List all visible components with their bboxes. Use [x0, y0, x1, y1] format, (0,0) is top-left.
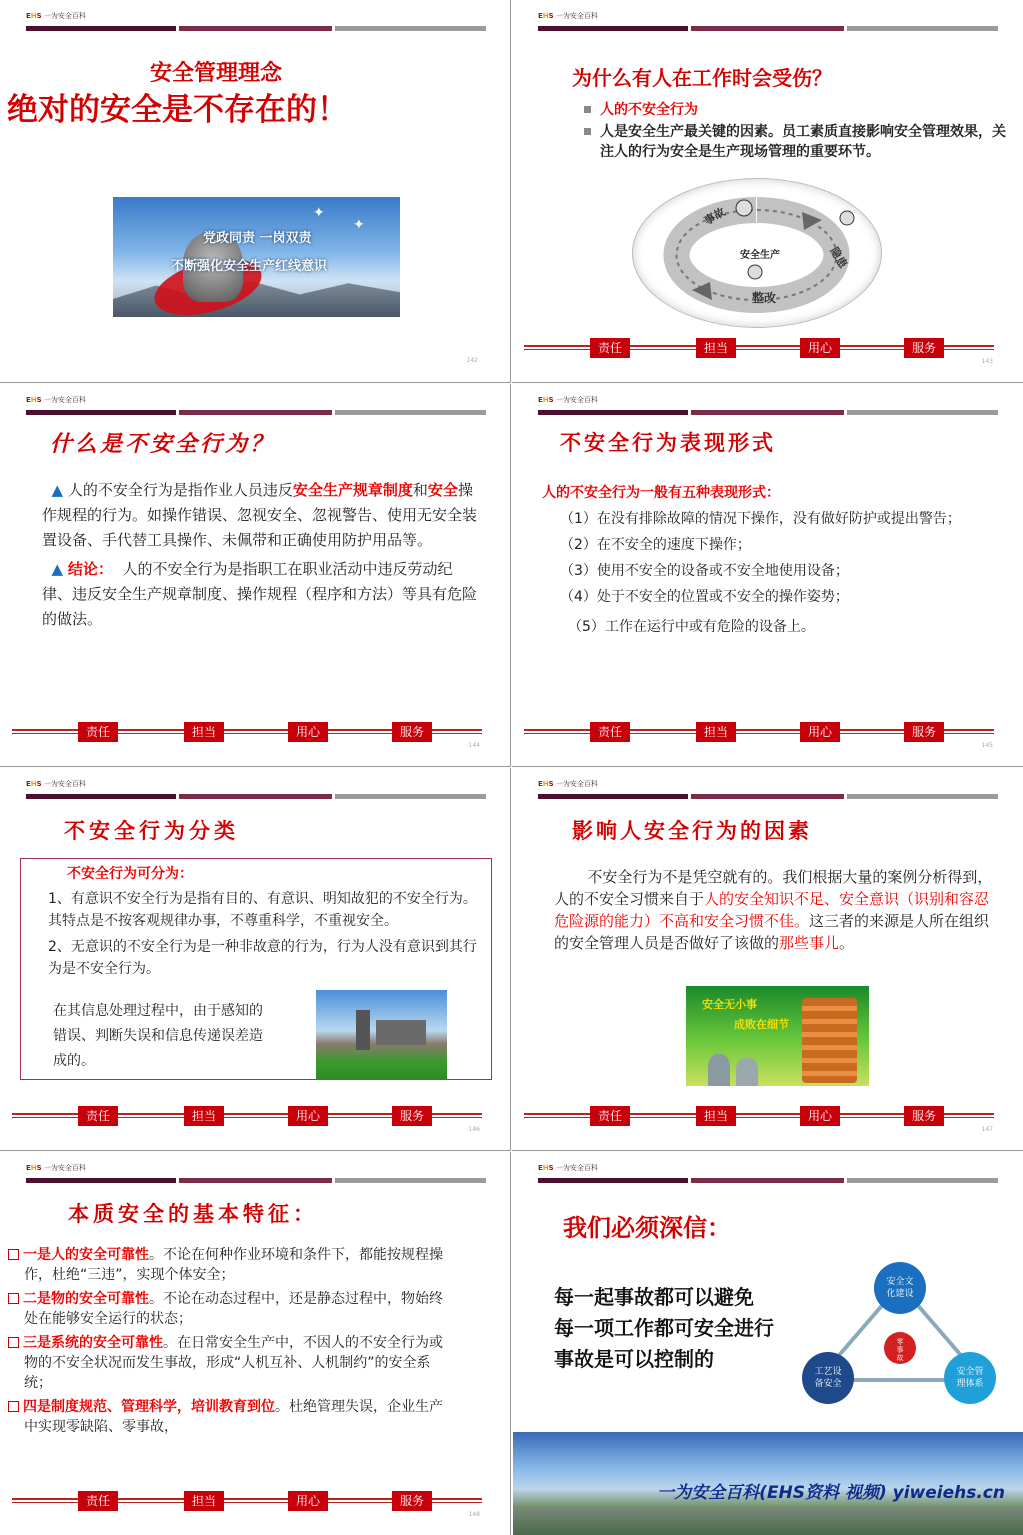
footer-bar	[12, 1104, 482, 1128]
footer-bar	[524, 336, 994, 360]
diagram-node-management	[944, 1352, 996, 1404]
footer-tag: 责任	[78, 1491, 118, 1511]
page-number: 148	[468, 1511, 480, 1518]
slide-143[interactable]	[512, 0, 1023, 383]
triangle-bullet-icon: ▲	[51, 481, 64, 499]
poster-caption-2: 成败在细节	[734, 1018, 789, 1031]
footer-tag: 责任	[78, 722, 118, 742]
footer-tag: 担当	[184, 722, 224, 742]
svg-text:零: 零	[896, 1338, 904, 1346]
brand-logo: EHS 一为安全百科	[538, 1164, 598, 1172]
brand-logo: EHS 一为安全百科	[538, 12, 598, 20]
slide-title: 为什么有人在工作时会受伤？	[572, 66, 832, 90]
slide-148-title: 本质安全的基本特征：	[68, 1201, 318, 1226]
page-number: 142	[466, 357, 478, 364]
slide-146-title: 不安全行为分类	[64, 818, 239, 843]
belief-line: 每一起事故都可以避免	[554, 1285, 754, 1309]
brand-logo: EHS 一为安全百科	[26, 780, 86, 788]
belief-lines	[554, 1282, 774, 1375]
site-banner-image	[513, 1432, 1023, 1535]
cycle-label-accident: 事故	[702, 205, 728, 228]
conclusion-paragraph: ▲ 结论： 人的不安全行为是指职工在职业活动中违反劳动纪律、违反安全生产规章制度、操作规程（程序和方法）等具有危险的做法。	[42, 560, 478, 628]
image-caption-2: 不断强化安全生产红线意识	[171, 259, 328, 274]
forms-item: （1）在没有排除故障的情况下操作，没有做好防护或提出警告；	[560, 511, 961, 527]
svg-text:理体系: 理体系	[956, 1379, 984, 1389]
triangle-bullet-icon: ▲	[51, 560, 64, 578]
header-stripe	[538, 794, 998, 799]
checkbox-icon	[8, 1249, 19, 1260]
characteristic-item: 三是系统的安全可靠性。在日常安全生产中，不因人的不安全行为或物的不安全状况而发生事故，形成“人机互补、人机制约”的安全系统；	[8, 1333, 448, 1393]
footer-tag: 担当	[696, 1106, 736, 1126]
slide-144-body	[42, 478, 482, 632]
characteristic-item: 四是制度规范、管理科学，培训教育到位。杜绝管理失误，企业生产中实现零缺陷、零事故，	[8, 1397, 448, 1437]
bullet-item: 人的不安全行为	[584, 100, 1014, 120]
characteristic-item: 二是物的安全可靠性。不论在动态过程中，还是静态过程中，物始终处在能够安全运行的状态；	[8, 1289, 448, 1329]
belief-line: 每一项工作都可安全进行	[554, 1316, 774, 1340]
checkbox-icon	[8, 1401, 19, 1412]
cycle-label-center: 安全生产	[740, 250, 780, 261]
svg-text:安全管: 安全管	[956, 1367, 984, 1377]
slide-147-title: 影响人安全行为的因素	[572, 818, 812, 843]
characteristics-list	[8, 1245, 448, 1441]
footer-bar	[12, 340, 482, 364]
image-caption-1: 党政同责 一岗双责	[203, 231, 312, 246]
footer-tag: 用心	[800, 722, 840, 742]
page-number: 143	[981, 358, 993, 365]
footer-tag: 责任	[590, 338, 630, 358]
footer-tag: 用心	[288, 1491, 328, 1511]
svg-text:备安全: 备安全	[814, 1379, 842, 1389]
forms-heading: 人的不安全行为一般有五种表现形式：	[542, 485, 780, 501]
site-signature: 一为安全百科(EHS资料 视频) yiweiehs.cn	[657, 1483, 1005, 1503]
footer-tag: 服务	[392, 722, 432, 742]
footer-tag: 用心	[800, 338, 840, 358]
footer-tag: 担当	[184, 1106, 224, 1126]
slide-subtitle: 安全管理理念	[150, 60, 283, 86]
forms-item: （2）在不安全的速度下操作；	[560, 537, 751, 553]
svg-text:安全文: 安全文	[886, 1277, 914, 1287]
svg-text:事: 事	[896, 1346, 904, 1354]
footer-tag: 服务	[392, 1106, 432, 1126]
footer-tag: 服务	[392, 1491, 432, 1511]
footer-tag: 服务	[904, 722, 944, 742]
slide-title: 绝对的安全是不存在的！	[7, 92, 348, 128]
brand-logo: EHS 一为安全百科	[538, 396, 598, 404]
footer-bar	[524, 720, 994, 744]
footer-bar	[524, 1104, 994, 1128]
header-stripe	[26, 410, 486, 415]
diagram-node-equipment	[802, 1352, 854, 1404]
poster-caption-1: 安全无小事	[702, 998, 757, 1011]
safety-cycle-diagram	[652, 190, 862, 320]
footer-tag: 服务	[904, 338, 944, 358]
footer-tag: 责任	[590, 1106, 630, 1126]
footer-tag: 责任	[78, 1106, 118, 1126]
header-stripe	[26, 794, 486, 799]
definition-paragraph: ▲ 人的不安全行为是指作业人员违反安全生产规章制度和安全操作规程的行为。如操作错误、忽视安全、忽视警告、使用无安全装置设备、手代替工具操作、未佩带和正确使用防护用品等。	[42, 481, 478, 549]
forms-item: （5）工作在运行中或有危险的设备上。	[568, 619, 815, 635]
slide-144-title: 什么是不安全行为？	[50, 431, 276, 457]
header-stripe	[538, 410, 998, 415]
forms-item: （3）使用不安全的设备或不安全地使用设备；	[560, 563, 849, 579]
footer-tag: 用心	[288, 722, 328, 742]
footer-tag: 担当	[696, 722, 736, 742]
brand-logo: EHS 一为安全百科	[26, 1164, 86, 1172]
safety-poster-image	[686, 986, 869, 1086]
page-number: 144	[468, 742, 480, 749]
diagram-node-culture	[874, 1262, 926, 1314]
bullet-list	[584, 100, 1014, 164]
forms-item: （4）处于不安全的位置或不安全的操作姿势；	[560, 589, 849, 605]
page-number: 146	[468, 1126, 480, 1133]
page-number: 145	[981, 742, 993, 749]
header-stripe	[26, 26, 486, 31]
page-number: 147	[981, 1126, 993, 1133]
svg-text:化建设: 化建设	[886, 1289, 914, 1299]
header-stripe	[26, 1178, 486, 1183]
header-stripe	[538, 26, 998, 31]
belief-line: 事故是可以控制的	[554, 1347, 714, 1371]
bullet-item: 人是安全生产最关键的因素。员工素质直接影响安全管理效果，关注人的行为安全是生产现场管理的重要环节。	[584, 122, 1014, 162]
header-stripe	[538, 1178, 998, 1183]
brand-logo: EHS 一为安全百科	[538, 780, 598, 788]
cycle-label-hazard: 隐患	[827, 245, 850, 271]
footer-tag: 担当	[184, 1491, 224, 1511]
footer-tag: 担当	[696, 338, 736, 358]
footer-bar	[12, 1489, 482, 1513]
slide-145-title: 不安全行为表现形式	[560, 430, 776, 455]
checkbox-icon	[8, 1293, 19, 1304]
svg-text:故: 故	[896, 1354, 904, 1362]
footer-bar	[12, 720, 482, 744]
footer-tag: 责任	[590, 722, 630, 742]
footer-tag: 用心	[288, 1106, 328, 1126]
processing-text: 在其信息处理过程中，由于感知的错误、判断失误和信息传递误差造成的。	[53, 1003, 263, 1069]
footer-tag: 服务	[904, 1106, 944, 1126]
brand-logo: EHS 一为安全百科	[26, 396, 86, 404]
slide-142[interactable]	[0, 0, 511, 383]
svg-text:工艺设: 工艺设	[814, 1367, 842, 1377]
slide-149-title: 我们必须深信：	[563, 1214, 731, 1242]
factors-paragraph: 不安全行为不是凭空就有的。我们根据大量的案例分析得到，人的不安全习惯来自于人的安全知识不足、安全意识（识别和容忍危险源的能力）不高和安全习惯不佳。这三者的来源是人所在组织的安全管理人员是否做好了该做的那些事儿。	[554, 868, 993, 952]
classification-heading: 不安全行为可分为：	[67, 866, 193, 882]
classification-text: 1、有意识不安全行为是指有目的、有意识、明知故犯的不安全行为。其特点是不按客观规律办事，不尊重科学，不重视安全。 2、无意识的不安全行为是一种非故意的行为，行为人没有意识到其行为是不安全行为。	[48, 891, 477, 977]
footer-tag: 用心	[800, 1106, 840, 1126]
slide-145-body	[542, 480, 1002, 640]
brand-logo: EHS 一为安全百科	[26, 12, 86, 20]
propaganda-image: ✦ ✦ 党政同责 一岗双责 不断强化安全生产红线意识	[113, 197, 400, 317]
checkbox-icon	[8, 1337, 19, 1348]
characteristic-item: 一是人的安全可靠性。不论在何种作业环境和条件下，都能按规程操作，杜绝“三违”，实现个体安全；	[8, 1245, 448, 1285]
factory-photo	[316, 990, 447, 1080]
zero-accident-diagram	[790, 1260, 1010, 1410]
cycle-label-rectify: 整改	[752, 291, 777, 305]
